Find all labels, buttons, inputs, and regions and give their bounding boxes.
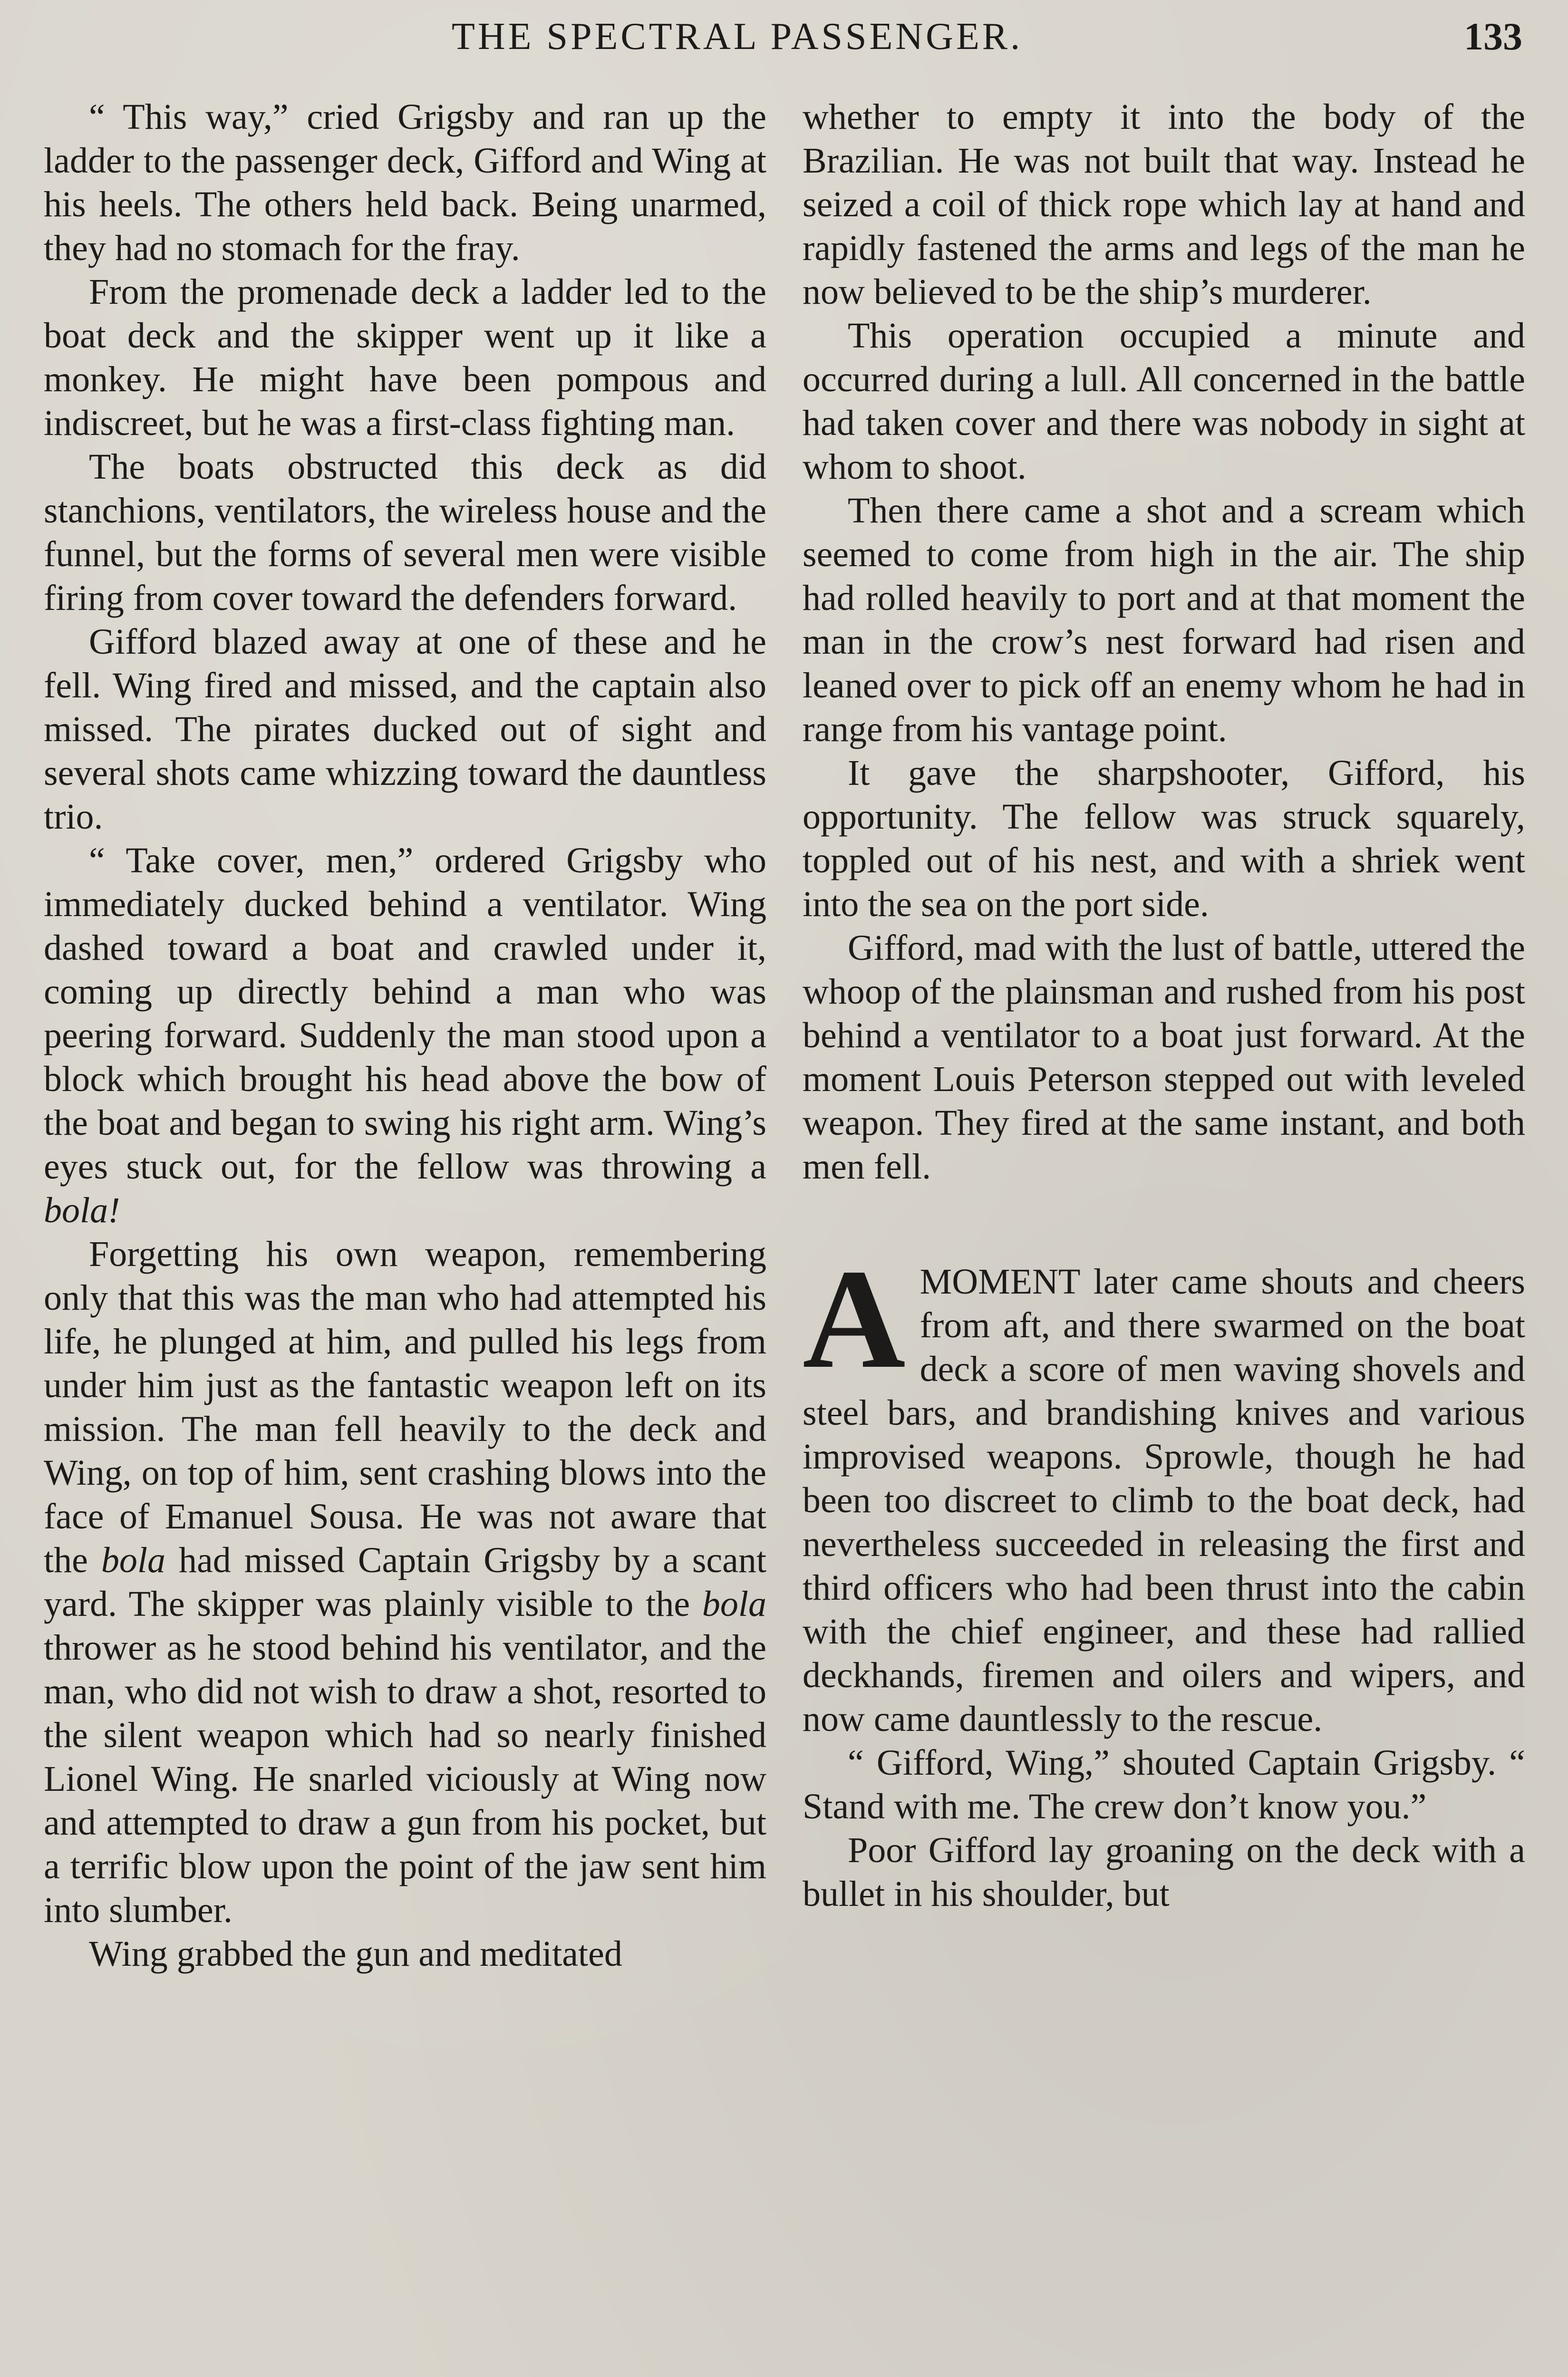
text-run: “ Take cover, men,” ordered Grigsby who immediately ducked behind a ventilator. Wing dashed toward a boat and crawled under it, coming up directly behind a man who was peering forward. Suddenly the man stood upon a block which brought his head above the bow of the boat and began to swing his right arm. Wing’s eyes stuck out, for the fellow was throwing a: [44, 841, 766, 1187]
right-column: [803, 95, 1525, 1916]
italic-word: bola!: [44, 1190, 120, 1230]
paragraph: [44, 839, 766, 1232]
paragraph: Then there came a shot and a scream which seemed to come from high in the air. The ship had rolled heavily to port and at that moment the man in the crow’s nest forward had risen and leaned over to pick off an enemy whom he had in range from his vantage point.: [803, 491, 1525, 749]
paragraph: From the promenade deck a ladder led to the boat deck and the skipper went up it like a monkey. He might have been pompous and indiscreet, but he was a first-class fighting man.: [44, 272, 766, 443]
paragraph: Wing grabbed the gun and meditated: [89, 1934, 622, 1974]
paragraph: whether to empty it into the body of the Brazilian. He was not built that way. Instead he seized a coil of thick rope which lay at hand and rapidly fastened the arms and legs of the man he now believed to be the ship’s murderer.: [803, 97, 1525, 312]
page-number: 133: [1464, 15, 1522, 58]
paragraph: The boats obstructed this deck as did stanchions, ventilators, the wireless house and the funnel, but the forms of several men were visible firing from cover toward the defenders forward.: [44, 447, 766, 618]
italic-word: bola: [101, 1540, 165, 1580]
left-column: [44, 95, 766, 1976]
paragraph: Gifford, mad with the lust of battle, uttered the whoop of the plainsman and rushed from his post behind a ventilator to a boat just forward. At the moment Louis Peterson stepped out with leveled weapon. They fired at the same instant, and both men fell.: [803, 928, 1525, 1187]
text-run: Forgetting his own weapon, remembering only that this was the man who had attempted his life, he plunged at him, and pulled his legs from under him just as the fantastic weapon left on its mission. The man fell heavily to the deck and Wing, on top of him, sent crashing blows into the face of Emanuel Sousa. He was not aware that the: [44, 1234, 766, 1580]
text-run: thrower as he stood behind his ventilator, and the man, who did not wish to draw a shot, resorted to the silent weapon which had so nearly finished Lionel Wing. He snarled viciously at Wing now and attempted to draw a gun from his pocket, but a terrific blow upon the point of the jaw sent him into slumber.: [44, 1628, 766, 1930]
paragraph: Gifford blazed away at one of these and he fell. Wing fired and missed, and the captain also missed. The pirates ducked out of sight and several shots came whizzing toward the dauntless trio.: [44, 622, 766, 837]
italic-word: bola: [702, 1584, 767, 1624]
paragraph: It gave the sharpshooter, Gifford, his opportunity. The fellow was struck squarely, toppled out of his nest, and with a shriek went into the sea on the port side.: [803, 753, 1525, 924]
running-title: THE SPECTRAL PASSENGER.: [452, 16, 1023, 58]
section-break: [803, 1188, 1525, 1260]
paragraph: This operation occupied a minute and occurred during a lull. All concerned in the battle had taken cover and there was nobody in sight at whom to shoot.: [803, 316, 1525, 487]
paragraph: “ This way,” cried Grigsby and ran up the ladder to the passenger deck, Gifford and Wing at his heels. The others held back. Being unarmed, they had no stomach for the fray.: [44, 97, 766, 268]
paragraph: Poor Gifford lay groaning on the deck with a bullet in his shoulder, but: [803, 1830, 1525, 1914]
paragraph: “ Gifford, Wing,” shouted Captain Grigsby. “ Stand with me. The crew don’t know you.”: [803, 1743, 1525, 1826]
drop-cap: A: [803, 1240, 906, 1398]
text-run: had missed Captain Grigsby by a scant yard. The skipper was plainly visible to the: [44, 1540, 766, 1624]
text-run: MOMENT later came shouts and cheers from aft, and there swarmed on the boat deck a score of men waving shovels and steel bars, and brandishing knives and various improvised weapons. Sprowle, though he had been too discreet to climb to the boat deck, had nevertheless succeeded in releasing the first and third officers who had been thrust into the cabin with the chief engineer, and these had rallied deckhands, firemen and oilers and wipers, and now came dauntlessly to the rescue.: [803, 1262, 1525, 1739]
running-header: [0, 10, 1568, 63]
paragraph: [803, 1240, 1525, 1741]
paragraph: [44, 1232, 766, 1932]
